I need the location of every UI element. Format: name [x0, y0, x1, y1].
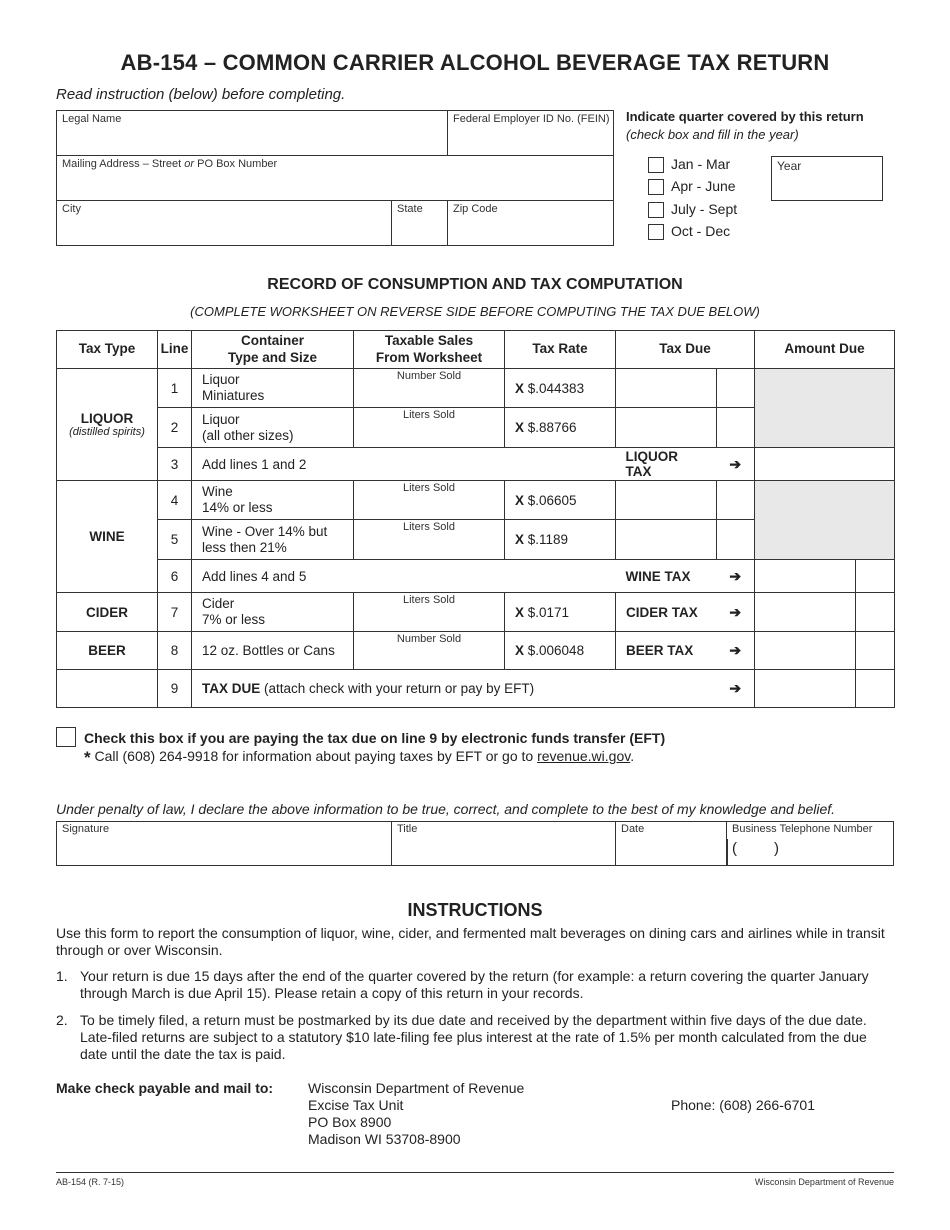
wine-tax-cents[interactable]	[856, 560, 895, 593]
tax-due-cents-cell[interactable]	[717, 520, 755, 560]
footer-agency: Wisconsin Department of Revenue	[754, 1177, 894, 1187]
mail-to-label: Make check payable and mail to:	[56, 1080, 274, 1096]
instruction-number: 2.	[56, 1012, 68, 1028]
phone-input[interactable]	[787, 842, 891, 859]
beer-tax-cents[interactable]	[856, 632, 895, 670]
taxable-sales-cell[interactable]: Liters Sold	[354, 481, 505, 520]
container-cell: 12 oz. Bottles or Cans	[192, 632, 354, 670]
tax-computation-table	[56, 330, 895, 708]
header-tax-due: Tax Due	[616, 331, 755, 369]
quarter-label-apr-june: Apr - June	[671, 178, 736, 194]
year-input[interactable]	[777, 177, 881, 194]
mailing-address-line: PO Box 8900	[308, 1114, 392, 1130]
line-description: Add lines 1 and 2	[192, 448, 616, 481]
mailing-address-line: Madison WI 53708-8900	[308, 1131, 461, 1147]
tax-rate-cell: X $.06605	[505, 481, 616, 520]
date-label: Date	[621, 823, 645, 835]
header-line: Line	[158, 331, 192, 369]
header-container: Container Type and Size	[192, 331, 354, 369]
line-number: 2	[158, 408, 192, 448]
cider-tax-amount[interactable]	[755, 593, 856, 632]
container-cell: Liquor (all other sizes)	[192, 408, 354, 448]
wine-tax-label: WINE TAX	[616, 560, 717, 593]
table-row	[57, 632, 895, 670]
penalty-declaration: Under penalty of law, I declare the above information to be true, correct, and complete to the best of my knowledge and belief.	[56, 801, 836, 817]
tax-due-cell[interactable]	[616, 369, 717, 408]
container-cell: Wine - Over 14% but less then 21%	[192, 520, 354, 560]
tax-rate-cell: X $.88766	[505, 408, 616, 448]
phone-label: Business Telephone Number	[732, 823, 873, 835]
zip-box	[447, 200, 614, 246]
amount-due-shaded	[755, 481, 895, 560]
liquor-tax-label: LIQUOR TAX	[616, 448, 717, 481]
revenue-website-link[interactable]: revenue.wi.gov	[537, 748, 631, 764]
table-row	[57, 448, 895, 481]
legal-name-label: Legal Name	[62, 113, 122, 125]
instruction-number: 1.	[56, 968, 68, 984]
city-input[interactable]	[62, 221, 386, 238]
taxable-sales-cell[interactable]: Liters Sold	[354, 593, 505, 632]
instructions-intro: Use this form to report the consumption of liquor, wine, cider, and fermented malt beverages on dining cars and airlines while in transit through or over Wisconsin.	[56, 925, 885, 958]
line-number: 9	[158, 670, 192, 708]
container-cell: Liquor Miniatures	[192, 369, 354, 408]
arrow-right-icon: ➔	[717, 670, 755, 708]
taxable-sales-cell[interactable]: Number Sold	[354, 632, 505, 670]
tax-rate-cell: X $.044383	[505, 369, 616, 408]
fein-input[interactable]	[453, 131, 612, 148]
quarter-label-july-sept: July - Sept	[671, 201, 738, 217]
quarter-label-jan-mar: Jan - Mar	[671, 156, 731, 172]
area-code-open: (	[732, 840, 737, 857]
line-description: Add lines 4 and 5	[192, 560, 616, 593]
arrow-right-icon: ➔	[717, 448, 755, 481]
record-subtitle: (COMPLETE WORKSHEET ON REVERSE SIDE BEFORE COMPUTING THE TAX DUE BELOW)	[190, 304, 760, 319]
wine-tax-amount[interactable]	[755, 560, 856, 593]
cider-tax-cents[interactable]	[856, 593, 895, 632]
eft-checkbox-label: Check this box if you are paying the tax due on line 9 by electronic funds transfer (EFT)	[84, 730, 666, 746]
instruction-item: To be timely filed, a return must be postmarked by its due date and received by the department within five days of the due date. Late-filed returns are subject to a statutory $10 late-filing fee plus interest at the rate of 1.5% per month calculated from the due date until the date the tax is paid.	[80, 1012, 867, 1062]
taxable-sales-cell[interactable]: Liters Sold	[354, 408, 505, 448]
instruction-item: Your return is due 15 days after the end of the quarter covered by the return (for example: a return covering the quarter January through March is due April 15). Please retain a copy of this return in your records.	[80, 968, 869, 1001]
tax-due-cell[interactable]	[616, 408, 717, 448]
tax-rate-cell: X $.0171	[505, 593, 616, 632]
read-instruction-note: Read instruction (below) before completing.	[56, 86, 346, 103]
quarter-checkbox-july-sept[interactable]	[648, 202, 664, 218]
table-header-row	[57, 331, 895, 369]
fein-label: Federal Employer ID No. (FEIN)	[453, 113, 610, 125]
tax-rate-cell: X $.1189	[505, 520, 616, 560]
state-input[interactable]	[397, 221, 446, 238]
signature-box[interactable]	[56, 821, 392, 866]
line-number: 7	[158, 593, 192, 632]
eft-note: * Call (608) 264-9918 for information about paying taxes by EFT or go to revenue.wi.gov.	[84, 748, 635, 767]
beer-tax-label: BEER TAX	[616, 632, 717, 670]
table-row	[57, 481, 895, 520]
signature-label: Signature	[62, 823, 110, 835]
instructions-title: INSTRUCTIONS	[407, 900, 543, 920]
quarter-label-oct-dec: Oct - Dec	[671, 223, 731, 239]
line-number: 5	[158, 520, 192, 560]
year-box	[771, 156, 883, 201]
quarter-checkbox-apr-june[interactable]	[648, 179, 664, 195]
tax-due-cents-cell[interactable]	[717, 369, 755, 408]
eft-checkbox[interactable]	[56, 727, 76, 747]
tax-type-blank	[57, 670, 158, 708]
line-number: 1	[158, 369, 192, 408]
mailing-address-label: Mailing Address – Street or PO Box Number	[62, 158, 278, 170]
mailing-address-box	[56, 155, 614, 201]
tax-type-beer: BEER	[57, 632, 158, 670]
phone-box	[726, 821, 894, 866]
state-label: State	[397, 203, 423, 215]
container-cell: Cider 7% or less	[192, 593, 354, 632]
arrow-right-icon: ➔	[717, 560, 755, 593]
mailing-address-input[interactable]	[62, 176, 611, 193]
table-row	[57, 560, 895, 593]
header-tax-type: Tax Type	[57, 331, 158, 369]
quarter-title: Indicate quarter covered by this return	[626, 109, 864, 124]
beer-tax-amount[interactable]	[755, 632, 856, 670]
tax-due-cents-cell[interactable]	[717, 408, 755, 448]
tax-due-cell[interactable]	[616, 481, 717, 520]
date-input[interactable]	[621, 842, 725, 859]
year-label: Year	[777, 159, 802, 173]
header-amount-due: Amount Due	[755, 331, 895, 369]
tax-due-cents-cell[interactable]	[717, 481, 755, 520]
header-taxable-sales: Taxable Sales From Worksheet	[354, 331, 505, 369]
quarter-checkbox-oct-dec[interactable]	[648, 224, 664, 240]
line-number: 8	[158, 632, 192, 670]
state-box	[391, 200, 448, 246]
record-title: RECORD OF CONSUMPTION AND TAX COMPUTATION	[267, 276, 683, 293]
arrow-right-icon: ➔	[717, 632, 755, 670]
area-code-close: )	[774, 840, 779, 857]
title-label: Title	[397, 823, 418, 835]
total-tax-due-cents[interactable]	[856, 670, 895, 708]
arrow-right-icon: ➔	[717, 593, 755, 632]
footer-divider	[56, 1172, 894, 1173]
container-cell: Wine 14% or less	[192, 481, 354, 520]
liquor-tax-amount[interactable]	[755, 448, 895, 481]
tax-due-cell[interactable]	[616, 520, 717, 560]
total-tax-due-amount[interactable]	[755, 670, 856, 708]
table-row	[57, 593, 895, 632]
tax-type-wine: WINE	[57, 481, 158, 593]
zip-label: Zip Code	[453, 203, 498, 215]
tax-type-liquor: LIQUOR (distilled spirits)	[57, 369, 158, 481]
mailing-address-line: Wisconsin Department of Revenue	[308, 1080, 525, 1096]
zip-input[interactable]	[453, 221, 612, 238]
city-label: City	[62, 203, 81, 215]
table-row	[57, 369, 895, 408]
mailing-address-line: Excise Tax Unit	[308, 1097, 404, 1113]
header-tax-rate: Tax Rate	[505, 331, 616, 369]
legal-name-box	[56, 110, 448, 156]
fein-box	[447, 110, 614, 156]
tax-type-cider: CIDER	[57, 593, 158, 632]
date-box	[615, 821, 727, 866]
tax-due-description: TAX DUE (attach check with your return or pay by EFT)	[192, 670, 717, 708]
table-row	[57, 670, 895, 708]
amount-due-shaded	[755, 369, 895, 448]
form-revision: AB-154 (R. 7-15)	[56, 1177, 125, 1187]
taxable-sales-cell[interactable]: Number Sold	[354, 369, 505, 408]
line-number: 6	[158, 560, 192, 593]
line-number: 3	[158, 448, 192, 481]
title-input[interactable]	[397, 842, 611, 859]
quarter-checkbox-jan-mar[interactable]	[648, 157, 664, 173]
legal-name-input[interactable]	[62, 131, 444, 148]
city-box	[56, 200, 392, 246]
line-number: 4	[158, 481, 192, 520]
department-phone: Phone: (608) 266-6701	[671, 1097, 815, 1113]
cider-tax-label: CIDER TAX	[616, 593, 717, 632]
quarter-subtitle: (check box and fill in the year)	[626, 127, 799, 142]
title-box	[391, 821, 616, 866]
form-title: AB-154 – COMMON CARRIER ALCOHOL BEVERAGE TAX RETURN	[120, 50, 830, 75]
taxable-sales-cell[interactable]: Liters Sold	[354, 520, 505, 560]
tax-rate-cell: X $.006048	[505, 632, 616, 670]
